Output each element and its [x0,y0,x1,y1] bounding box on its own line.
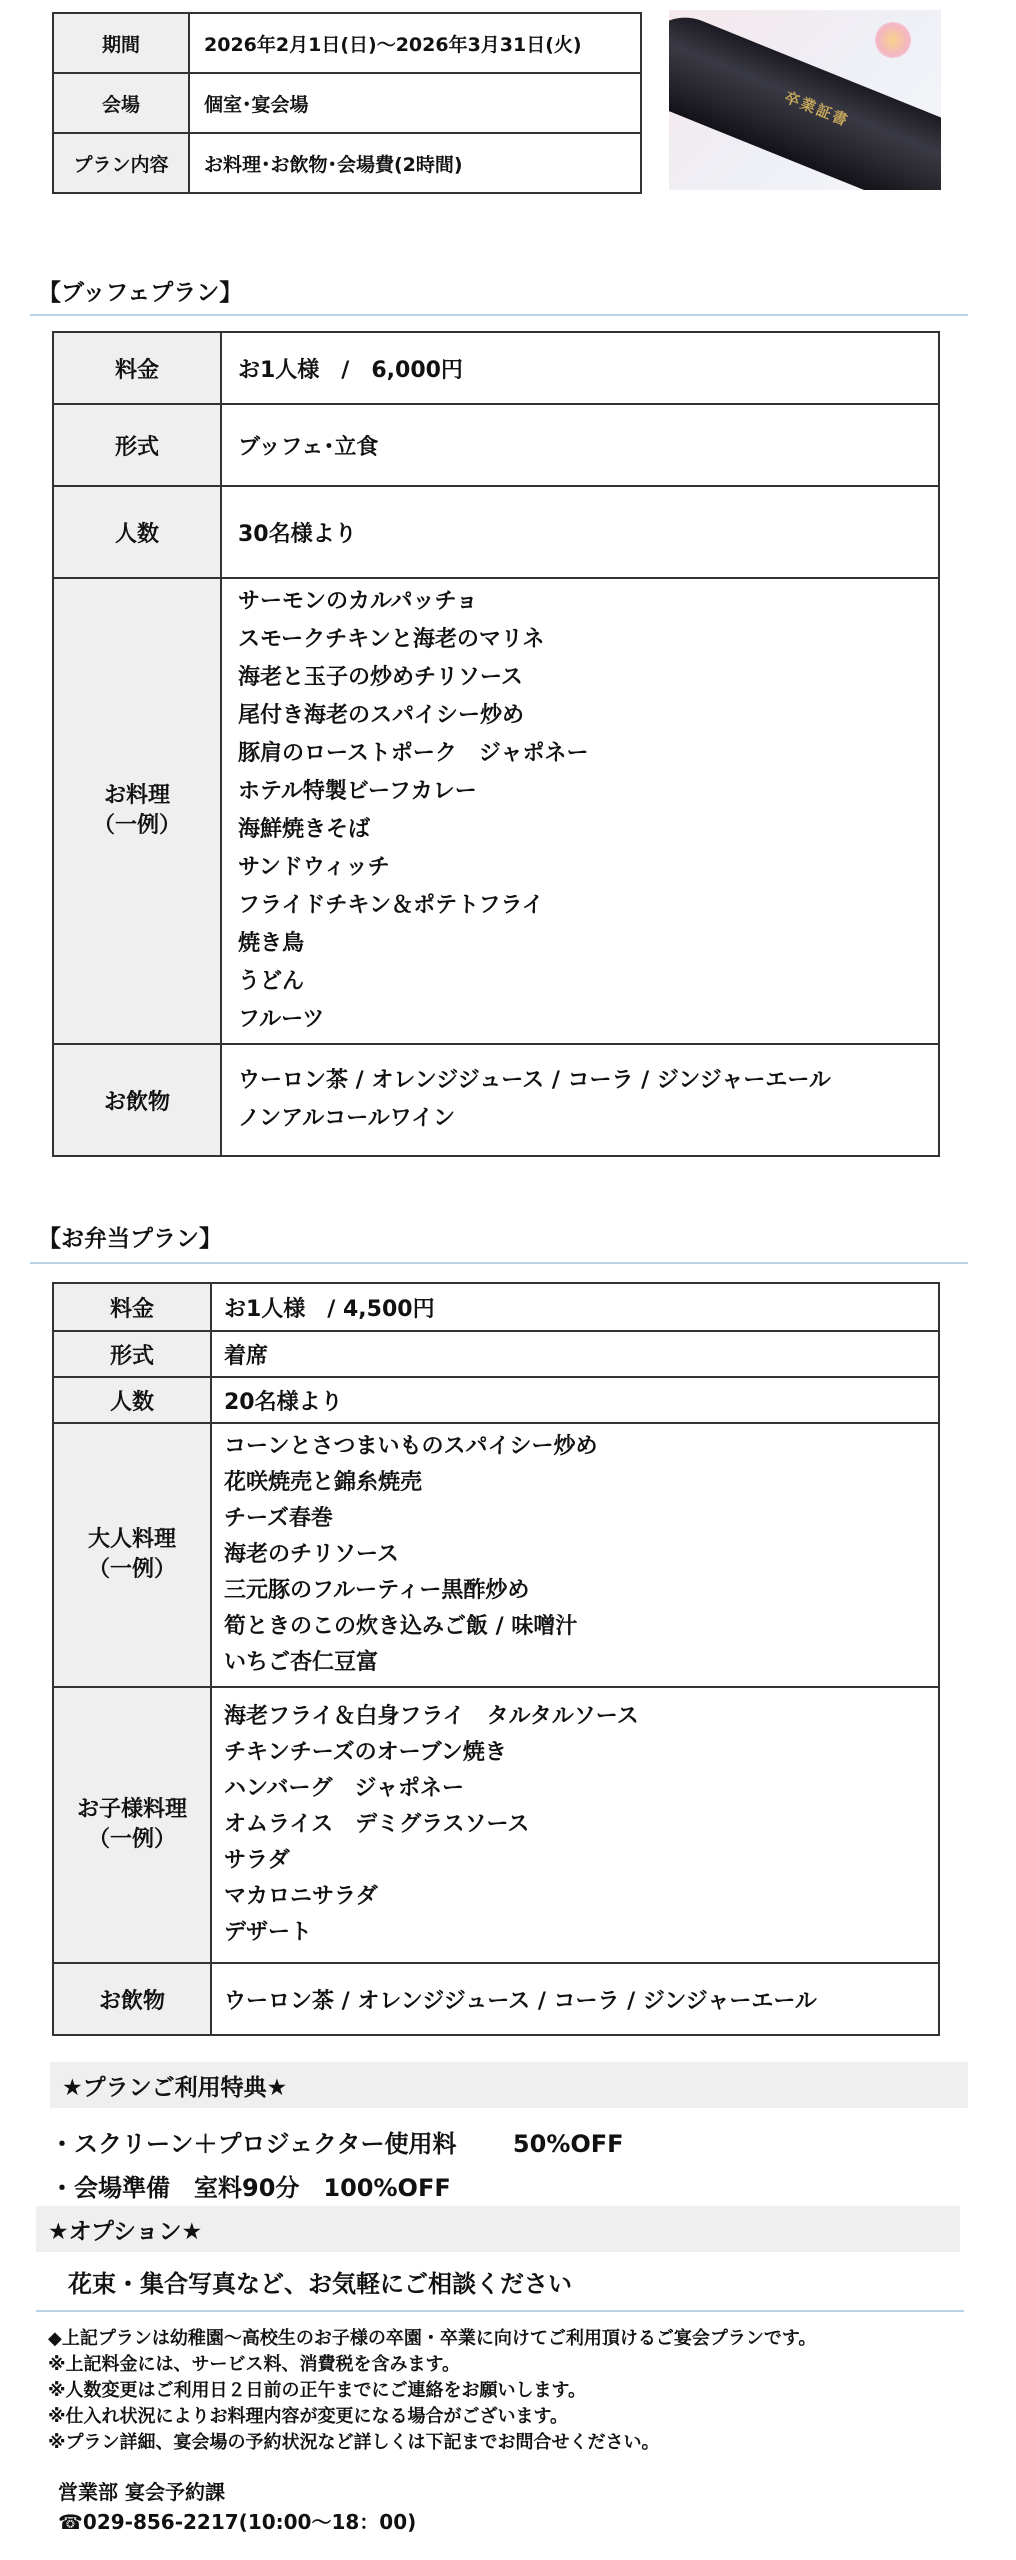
benefit-item-screen: ・スクリーン＋プロジェクター使用料 50%OFF [50,2130,624,2158]
buffet-food-list [221,578,939,1044]
buffet-row-people [53,486,939,578]
bento-adult-item: 花咲焼売と錦糸焼売 [224,1470,423,1495]
bento-kids-item: マカロニサラダ [224,1884,378,1909]
buffet-people-value: 30名様より [221,486,939,578]
bento-kids-list [211,1687,939,1963]
buffet-style-value: ブッフェ･立食 [221,404,939,486]
bento-kids-item: ハンバーグ ジャポネー [224,1776,465,1801]
buffet-drink-line: ウーロン茶 / オレンジジュース / コーラ / ジンジャーエール [238,1068,831,1093]
buffet-food-item: 海老と玉子の炒めチリソース [238,665,523,690]
info-row-period [53,13,641,73]
buffet-food-item: 海鮮焼きそば [238,817,371,842]
buffet-food-item: 尾付き海老のスパイシー炒め [238,703,525,728]
option-banner: ★オプション★ [36,2206,960,2252]
buffet-drink-label: お飲物 [53,1044,221,1156]
diploma-photo [669,10,941,190]
bento-row-people [53,1377,939,1423]
buffet-price-label: 料金 [53,332,221,404]
buffet-row-price [53,332,939,404]
contact-phone: ☎029‐856‐2217(10:00～18：00) [58,2510,417,2534]
bento-price-label: 料金 [53,1283,211,1331]
bento-kids-item: オムライス デミグラスソース [224,1812,530,1837]
plan-info-table [52,12,642,194]
buffet-style-label: 形式 [53,404,221,486]
buffet-row-food [53,578,939,1044]
bento-drink-value: ウーロン茶 / オレンジジュース / コーラ / ジンジャーエール [211,1963,939,2035]
bento-plan-table [52,1282,940,2036]
bento-people-value: 20名様より [211,1377,939,1423]
bento-adult-label: 大人料理 （一例） [53,1423,211,1687]
note-line: ◆上記プランは幼稚園～高校生のお子様の卒園・卒業に向けてご利用頂けるご宴会プランです。 [48,2328,817,2349]
bento-people-label: 人数 [53,1377,211,1423]
bento-row-kids [53,1687,939,1963]
bento-kids-item: サラダ [224,1848,290,1873]
bento-row-style [53,1331,939,1377]
bento-row-drinks [53,1963,939,2035]
info-label-venue: 会場 [53,73,189,133]
bento-kids-item: デザート [224,1920,313,1945]
bento-kids-item: チキンチーズのオーブン焼き [224,1740,507,1765]
benefit-item-venue: ・会場準備 室料90分 100%OFF [50,2174,451,2202]
blossom-decoration [875,22,911,58]
bento-adult-item: 海老のチリソース [224,1542,399,1567]
option-text: 花束・集合写真など、お気軽にご相談ください [68,2270,572,2298]
info-label-period: 期間 [53,13,189,73]
bento-kids-label: お子様料理 （一例） [53,1687,211,1963]
buffet-food-item: ホテル特製ビーフカレー [238,779,477,804]
buffet-food-item: フライドチキン＆ポテトフライ [238,893,544,918]
bento-style-label: 形式 [53,1331,211,1377]
buffet-food-item: サーモンのカルパッチョ [238,589,478,614]
bento-style-value: 着席 [211,1331,939,1377]
bento-price-value: お1人様 / 4,500円 [211,1283,939,1331]
section-divider [36,2310,964,2312]
note-line: ※人数変更はご利用日２日前の正午までにご連絡をお願いします。 [48,2380,587,2401]
note-line: ※上記料金には、サービス料、消費税を含みます。 [48,2354,461,2375]
bento-drink-label: お飲物 [53,1963,211,2035]
diploma-lettering: 卒業証書 [781,87,852,131]
info-value-period: 2026年2月1日(日)～2026年3月31日(火) [189,13,641,73]
bento-kids-item: 海老フライ＆白身フライ タルタルソース [224,1704,639,1729]
buffet-plan-title: 【ブッフェプラン】 [38,280,243,306]
bento-row-adult [53,1423,939,1687]
bento-adult-item: いちご杏仁豆富 [224,1650,379,1675]
info-label-contents: プラン内容 [53,133,189,193]
buffet-food-item: うどん [238,969,305,994]
bento-adult-item: チーズ春巻 [224,1506,333,1531]
bento-adult-item: コーンとさつまいものスパイシー炒め [224,1434,598,1459]
note-line: ※プラン詳細、宴会場の予約状況など詳しくは下記までお問合せください。 [48,2432,660,2453]
buffet-drink-line: ノンアルコールワイン [238,1106,456,1131]
buffet-row-drinks [53,1044,939,1156]
section-divider [30,314,968,316]
buffet-food-item: サンドウィッチ [238,855,390,880]
bento-adult-item: 筍ときのこの炊き込みご飯 / 味噌汁 [224,1614,578,1639]
buffet-row-style [53,404,939,486]
info-value-contents: お料理･お飲物･会場費(2時間) [189,133,641,193]
buffet-food-item: スモークチキンと海老のマリネ [238,627,545,652]
bento-row-price [53,1283,939,1331]
section-divider [30,1262,968,1264]
bento-adult-list [211,1423,939,1687]
bento-plan-title: 【お弁当プラン】 [38,1226,222,1252]
info-value-venue: 個室･宴会場 [189,73,641,133]
buffet-plan-table [52,331,940,1157]
notes-block [48,2326,816,2456]
buffet-people-label: 人数 [53,486,221,578]
contact-department: 営業部 宴会予約課 [58,2480,225,2504]
info-row-contents [53,133,641,193]
buffet-food-label: お料理 （一例） [53,578,221,1044]
benefits-banner: ★プランご利用特典★ [50,2062,968,2108]
buffet-food-item: 豚肩のローストポーク ジャポネー [238,741,589,766]
buffet-drink-list [221,1044,939,1156]
buffet-food-item: フルーツ [238,1007,325,1032]
bento-adult-item: 三元豚のフルーティー黒酢炒め [224,1578,530,1603]
note-line: ※仕入れ状況によりお料理内容が変更になる場合がございます。 [48,2406,569,2427]
buffet-food-item: 焼き鳥 [238,931,305,956]
info-row-venue [53,73,641,133]
buffet-price-value: お1人様 / 6,000円 [221,332,939,404]
